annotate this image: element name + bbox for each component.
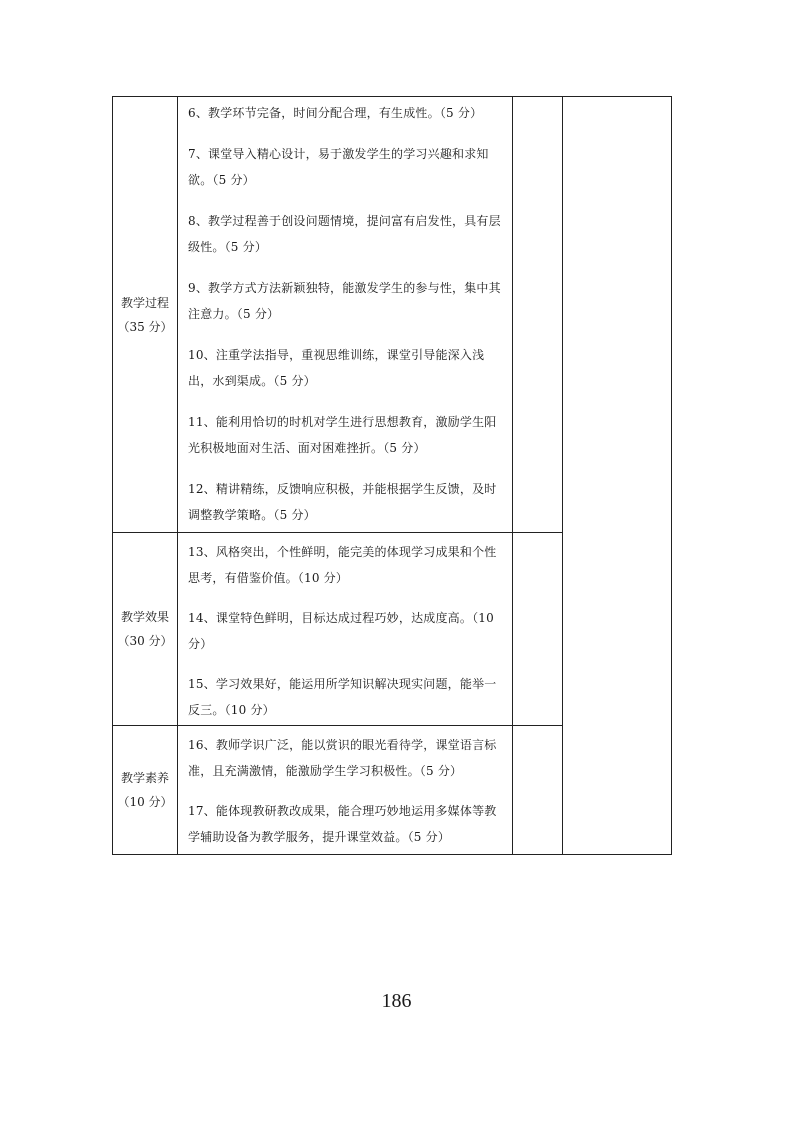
criterion-item: 6、教学环节完备，时间分配合理，有生成性。（5 分） <box>188 106 483 120</box>
category-label: 教学过程 <box>120 295 169 310</box>
criteria-cell-teaching-effect <box>178 533 513 726</box>
score-cell-teaching-effect <box>513 533 563 726</box>
category-label: 教学效果 <box>120 610 169 624</box>
criterion-item: 11、能利用恰切的时机对学生进行思想教育，激励学生阳光积极地面对生活、面对困难挫折。（5 分） <box>188 415 497 455</box>
category-cell-teaching-effect <box>113 533 178 726</box>
category-cell-teaching-quality <box>113 726 178 855</box>
category-label: 教学素养 <box>120 771 169 785</box>
criterion-item: 13、风格突出，个性鲜明，能完美的体现学习成果和个性思考，有借鉴价值。（10 分） <box>188 545 497 585</box>
criterion-item: 8、教学过程善于创设问题情境，提问富有启发性，具有层级性。（5 分） <box>188 214 501 254</box>
criterion-item: 17、能体现教研教改成果，能合理巧妙地运用多媒体等教学辅助设备为教学服务，提升课堂效益。（5 分） <box>188 804 497 844</box>
criterion-item: 14、课堂特色鲜明，目标达成过程巧妙，达成度高。（10 分） <box>188 611 494 651</box>
table-row-teaching-process <box>113 97 672 533</box>
criteria-cell-teaching-process <box>178 97 513 533</box>
criterion-item: 7、课堂导入精心设计，易于激发学生的学习兴趣和求知欲。（5 分） <box>188 147 489 187</box>
criteria-cell-teaching-quality <box>178 726 513 855</box>
criterion-item: 10、注重学法指导，重视思维训练，课堂引导能深入浅出，水到渠成。（5 分） <box>188 348 485 388</box>
criterion-item: 12、精讲精练，反馈响应积极，并能根据学生反馈，及时调整教学策略。（5 分） <box>188 482 497 522</box>
criterion-item: 9、教学方式方法新颖独特，能激发学生的参与性，集中其注意力。（5 分） <box>188 281 501 321</box>
evaluation-table <box>112 96 672 855</box>
category-points: （35 分） <box>117 319 173 334</box>
category-points: （10 分） <box>117 795 173 809</box>
score-cell-teaching-process <box>513 97 563 533</box>
criterion-item: 15、学习效果好，能运用所学知识解决现实问题，能举一反三。（10 分） <box>188 677 497 717</box>
total-score-cell <box>563 97 672 855</box>
criterion-item: 16、教师学识广泛，能以赏识的眼光看待学，课堂语言标准，且充满激情，能激励学生学习积极性。（5 分） <box>188 738 497 778</box>
page-number: 186 <box>381 990 412 1012</box>
category-points: （30 分） <box>117 634 173 648</box>
score-cell-teaching-quality <box>513 726 563 855</box>
category-cell-teaching-process <box>113 97 178 533</box>
